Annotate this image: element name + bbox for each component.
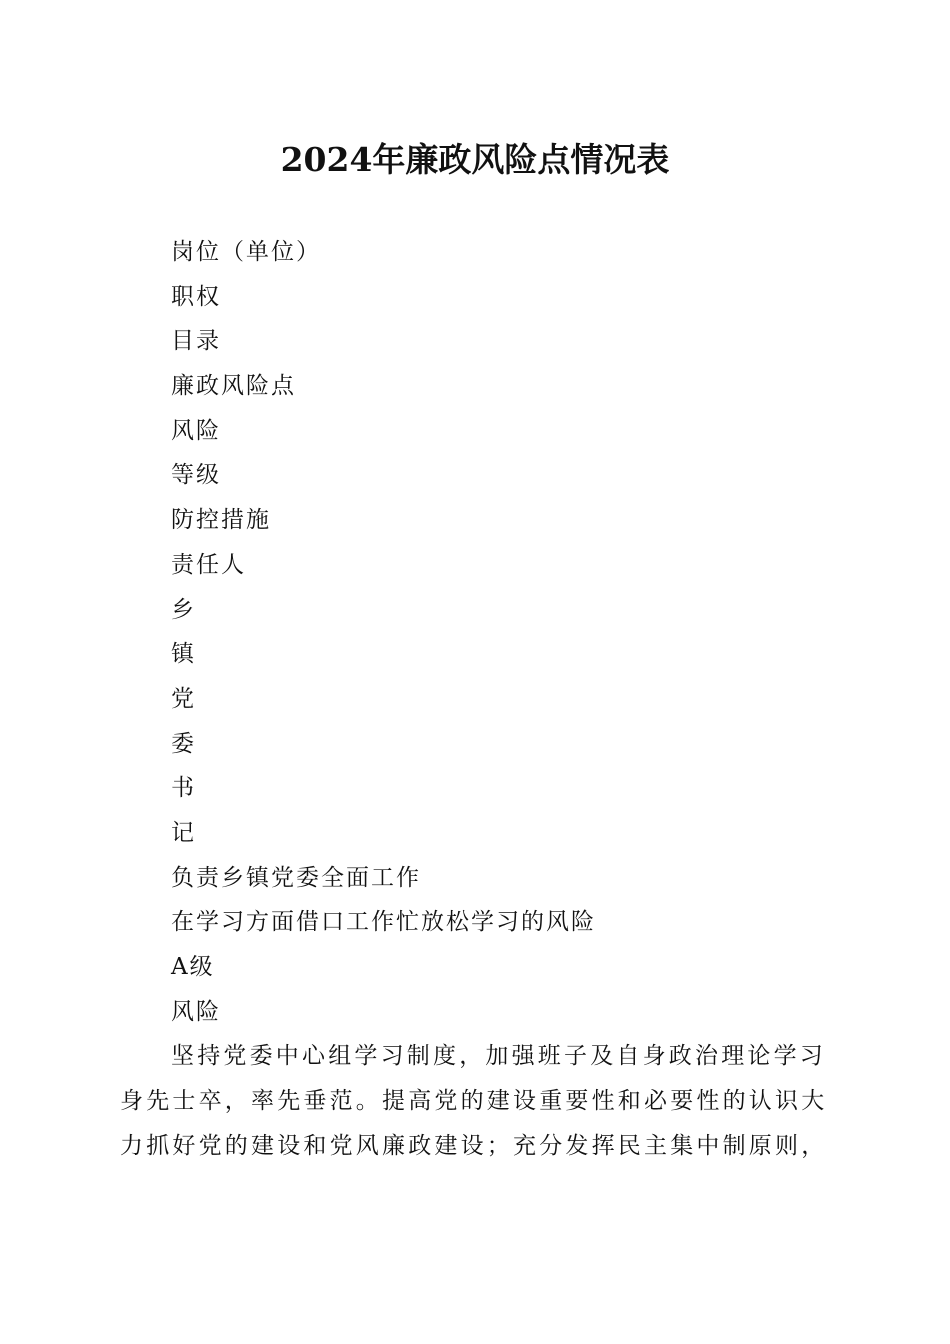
field-line: 负责乡镇党委全面工作 xyxy=(171,864,421,891)
paragraph-line: 坚持党委中心组学习制度，加强班子及自身政治理论学习 xyxy=(171,1043,826,1069)
field-line: 廉政风险点 xyxy=(171,373,296,400)
field-line: 乡 xyxy=(171,596,196,623)
field-list xyxy=(171,230,851,1034)
field-line: 镇 xyxy=(171,641,196,668)
field-line: 记 xyxy=(171,819,196,846)
paragraph-line: 身先士卒，率先垂范。提高党的建设重要性和必要性的认识大 xyxy=(120,1088,828,1114)
field-line: A级 xyxy=(171,954,215,980)
field-line: 在学习方面借口工作忙放松学习的风险 xyxy=(171,909,596,936)
field-line: 委 xyxy=(171,730,196,757)
body-paragraph xyxy=(120,1034,832,1169)
field-line: 风险 xyxy=(171,998,221,1025)
field-line: 风险 xyxy=(171,417,221,444)
field-line: 责任人 xyxy=(171,551,246,578)
paragraph-line: 力抓好党的建设和党风廉政建设；充分发挥民主集中制原则， xyxy=(120,1133,828,1159)
field-line: 目录 xyxy=(171,328,221,355)
field-line: 职权 xyxy=(171,283,221,310)
field-line: 书 xyxy=(171,775,196,802)
field-line: 党 xyxy=(171,685,196,712)
field-line: 防控措施 xyxy=(171,507,271,534)
field-line: 岗位（单位） xyxy=(171,239,321,265)
field-line: 等级 xyxy=(171,462,221,489)
document-title: 2024年廉政风险点情况表 xyxy=(280,140,670,179)
